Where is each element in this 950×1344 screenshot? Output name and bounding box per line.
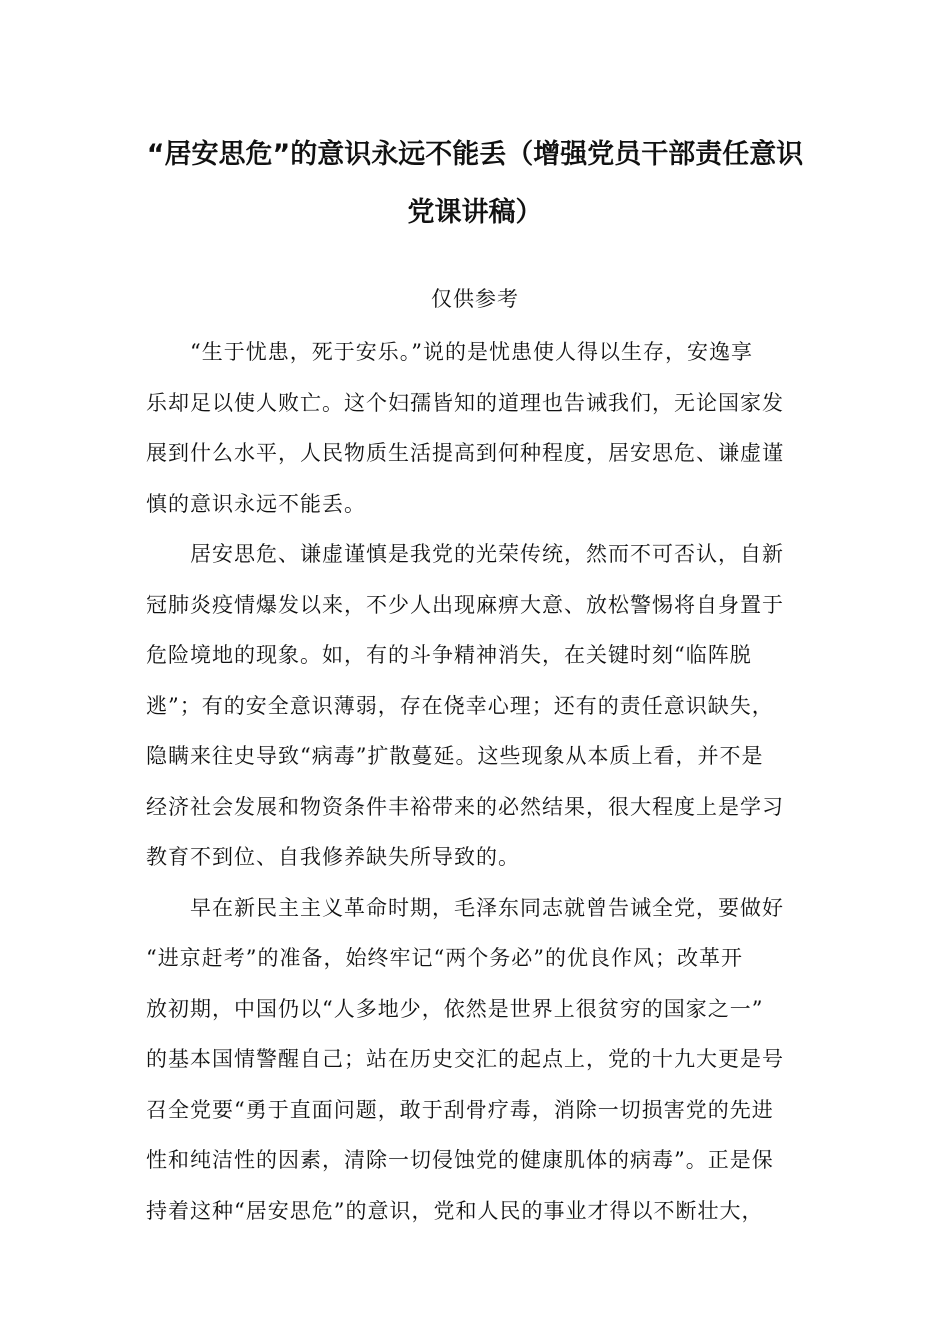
paragraph-line: “生于忧患，死于安乐。”说的是忧患使人得以生存，安逸享 <box>190 340 753 364</box>
paragraph-line: 教育不到位、自我修养缺失所导致的。 <box>146 845 520 869</box>
document-body <box>146 327 806 1236</box>
paragraph-line: 乐却足以使人败亡。这个妇孺皆知的道理也告诫我们，无论国家发 <box>146 390 784 415</box>
paragraph-line: 召全党要“勇于直面问题，敢于刮骨疗毒，消除一切损害党的先进 <box>146 1097 774 1122</box>
paragraph-line: 持着这种“居安思危”的意识，党和人民的事业才得以不断壮大， <box>146 1198 764 1223</box>
paragraph-line: 的基本国情警醒自己；站在历史交汇的起点上，党的十九大更是号 <box>146 1047 784 1071</box>
paragraph-line: 逃”；有的安全意识薄弱，存在侥幸心理；还有的责任意识缺失， <box>146 693 774 718</box>
title-line-1: “居安思危”的意识永远不能丢（增强党员干部责任意识 <box>146 139 804 170</box>
document-subtitle: 仅供参考 <box>431 287 519 311</box>
paragraph-line: 危险境地的现象。如，有的斗争精神消失，在关键时刻“临阵脱 <box>146 643 752 667</box>
paragraph-line: 隐瞒来往史导致“病毒”扩散蔓延。这些现象从本质上看，并不是 <box>146 744 764 768</box>
paragraph-3 <box>146 883 806 1237</box>
paragraph-line: 早在新民主主义革命时期，毛泽东同志就曾告诫全党，要做好 <box>190 895 784 920</box>
paragraph-line: 冠肺炎疫情爆发以来，不少人出现麻痹大意、放松警惕将自身置于 <box>146 592 784 617</box>
paragraph-line: 展到什么水平，人民物质生活提高到何种程度，居安思危、谦虚谨 <box>146 441 784 465</box>
paragraph-line: 居安思危、谦虚谨慎是我党的光荣传统，然而不可否认，自新 <box>190 542 784 566</box>
paragraph-1 <box>146 327 806 529</box>
paragraph-line: “进京赶考”的准备，始终牢记“两个务必”的优良作风；改革开 <box>146 946 743 970</box>
paragraph-line: 放初期，中国仍以“人多地少，依然是世界上很贫穷的国家之一” <box>146 996 764 1021</box>
paragraph-line: 经济社会发展和物资条件丰裕带来的必然结果，很大程度上是学习 <box>146 794 784 819</box>
paragraph-2 <box>146 529 806 883</box>
paragraph-line: 慎的意识永远不能丢。 <box>146 491 366 516</box>
document-title <box>140 126 810 242</box>
title-line-2: 党课讲稿） <box>407 197 543 228</box>
paragraph-line: 性和纯洁性的因素，清除一切侵蚀党的健康肌体的病毒”。正是保 <box>146 1148 774 1172</box>
